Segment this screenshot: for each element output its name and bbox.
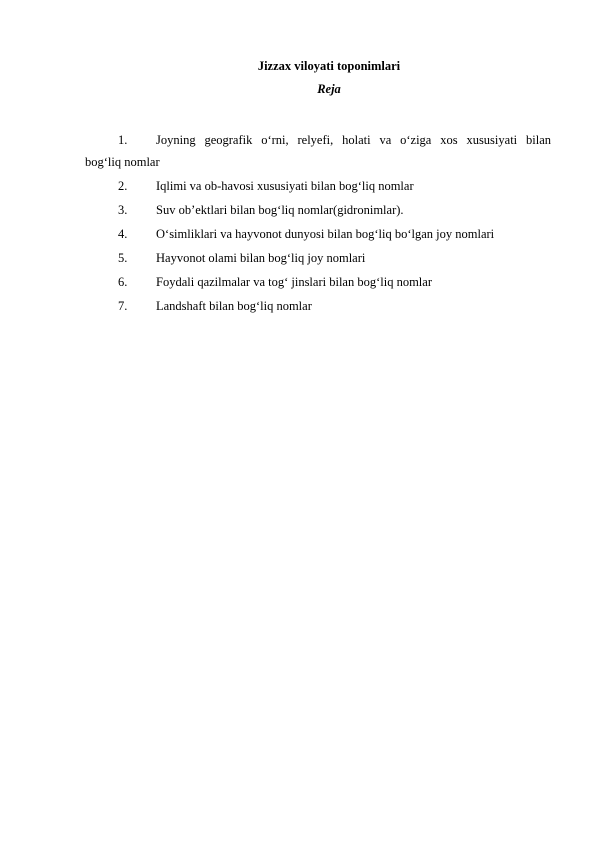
list-item-number: 4. xyxy=(118,227,128,241)
list-item-number: 3. xyxy=(118,203,128,217)
list-item xyxy=(85,174,551,198)
list-item-text: Suv ob’ektlari bilan bog‘liq nomlar(gidronimlar). xyxy=(156,203,404,217)
list-item xyxy=(85,222,551,246)
list-item xyxy=(85,270,551,294)
list-item-number: 7. xyxy=(118,299,128,313)
list-item-text: Foydali qazilmalar va tog‘ jinslari bilan bog‘liq nomlar xyxy=(156,275,432,289)
list-item-number: 5. xyxy=(118,251,128,265)
document-subtitle: Reja xyxy=(317,82,341,96)
list-item-text: Iqlimi va ob-havosi xususiyati bilan bog‘liq nomlar xyxy=(156,179,414,193)
list-item xyxy=(85,246,551,270)
list-item-number: 6. xyxy=(118,275,128,289)
list-item xyxy=(85,128,551,174)
list-item xyxy=(85,198,551,222)
list-item xyxy=(85,294,551,318)
list-item-number: 1. xyxy=(118,133,128,147)
list-item-text: Landshaft bilan bog‘liq nomlar xyxy=(156,299,312,313)
list-item-text: Joyning geografik o‘rni, relyefi, holati va o‘ziga xos xususiyati bilan xyxy=(156,133,551,147)
list-item-text: O‘simliklari va hayvonot dunyosi bilan bog‘liq bo‘lgan joy nomlari xyxy=(156,227,495,241)
list-item-text-continuation: bog‘liq nomlar xyxy=(85,155,160,169)
plan-list xyxy=(85,128,551,318)
list-item-number: 2. xyxy=(118,179,128,193)
document-title: Jizzax viloyati toponimlari xyxy=(257,59,401,73)
list-item-text: Hayvonot olami bilan bog‘liq joy nomlari xyxy=(156,251,366,265)
